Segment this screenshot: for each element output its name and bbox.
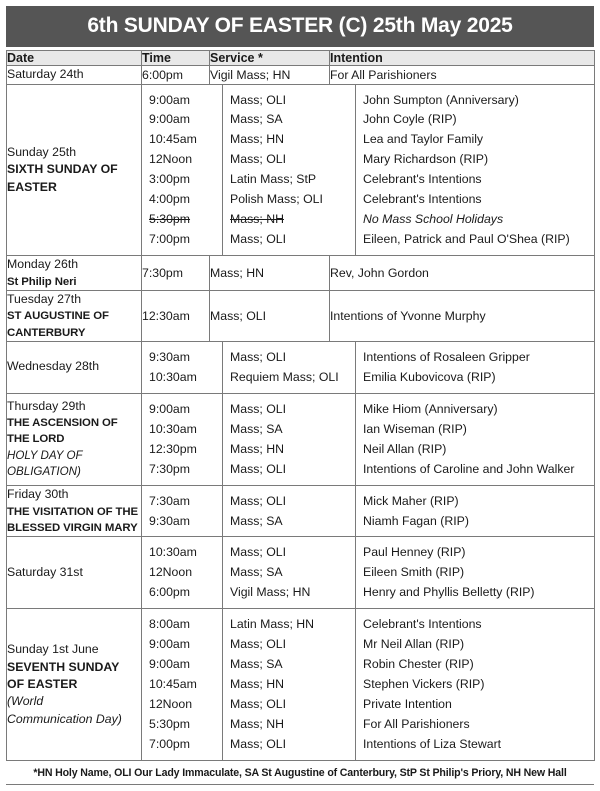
service-row <box>142 190 594 210</box>
service-intention: Celebrant's Intentions <box>363 617 482 632</box>
service-name: Vigil Mass; HN <box>210 66 330 84</box>
date-line: SIXTH SUNDAY OF <box>7 162 118 177</box>
service-name: Mass; OLI <box>223 85 356 110</box>
service-row <box>142 583 594 608</box>
date-line: Saturday 31st <box>7 565 83 580</box>
service-time: 10:30am <box>149 545 197 560</box>
service-name: Mass; SA <box>223 419 356 439</box>
service-intention: Intentions of Rosaleen Gripper <box>363 349 530 364</box>
service-intention: Neil Allan (RIP) <box>363 441 447 456</box>
service-name: Mass; OLI <box>223 486 356 511</box>
date-cell-sunday-25th <box>7 84 142 256</box>
service-name: Mass; OLI <box>223 230 356 255</box>
date-line: HOLY DAY OF <box>7 448 83 462</box>
date-line: Saturday 24th <box>7 67 84 82</box>
service-name: Vigil Mass; HN <box>223 583 356 608</box>
service-intention: Stephen Vickers (RIP) <box>363 677 485 692</box>
service-time: 10:30am <box>149 421 197 436</box>
service-time: 6:00pm <box>149 585 191 600</box>
service-time: 7:00pm <box>149 737 191 752</box>
service-name: Latin Mass; StP <box>223 170 356 190</box>
column-header-date: Date <box>7 51 142 66</box>
service-name: Latin Mass; HN <box>223 609 356 634</box>
date-line: Communication Day) <box>7 711 122 726</box>
service-time: 9:30am <box>149 513 191 528</box>
service-intention: Celebrant's Intentions <box>363 172 482 187</box>
service-name: Mass; HN <box>223 130 356 150</box>
table-header <box>7 51 595 66</box>
service-row <box>142 675 594 695</box>
service-name: Mass; OLI <box>223 537 356 562</box>
date-line: Sunday 25th <box>7 144 77 159</box>
service-row <box>142 609 594 634</box>
service-intention: Niamh Fagan (RIP) <box>363 513 469 528</box>
service-name: Mass; OLI <box>223 342 356 367</box>
service-name: Mass; NH <box>223 715 356 735</box>
service-row <box>142 170 594 190</box>
date-line: Sunday 1st June <box>7 642 99 657</box>
service-time: 12Noon <box>149 152 193 167</box>
date-line: EASTER <box>7 179 57 194</box>
service-time: 9:00am <box>149 401 191 416</box>
table-row <box>7 393 595 485</box>
service-name: Mass; OLI <box>223 394 356 419</box>
service-intention: No Mass School Holidays <box>363 212 504 227</box>
service-intention: Lea and Taylor Family <box>363 132 484 147</box>
date-line: Wednesday 28th <box>7 359 100 374</box>
abbreviations-footnote: *HN Holy Name, OLI Our Lady Immaculate, SA St Augustine of Canterbury, StP St Philip's Priory, NH New Hall <box>33 767 567 780</box>
service-name: Requiem Mass; OLI <box>223 367 356 392</box>
service-row <box>142 511 594 536</box>
column-header-time: Time <box>142 51 210 66</box>
date-line: THE ASCENSION OF <box>7 417 118 430</box>
service-name: Mass; OLI <box>223 635 356 655</box>
service-time: 6:00pm <box>142 66 210 84</box>
service-name: Mass; HN <box>223 439 356 459</box>
service-row <box>142 130 594 150</box>
service-list-friday-30th <box>142 485 595 537</box>
table-row <box>7 66 595 84</box>
service-time: 7:30am <box>149 493 191 508</box>
service-list-saturday-31st <box>142 537 595 609</box>
service-row <box>142 230 594 255</box>
service-time: 7:30pm <box>149 461 191 476</box>
service-list-wednesday-28th <box>142 341 595 393</box>
service-list-thursday-29th <box>142 393 595 485</box>
service-name: Polish Mass; OLI <box>223 190 356 210</box>
service-row <box>142 635 594 655</box>
date-cell-wednesday-28th <box>7 341 142 393</box>
service-intention: Intentions of Yvonne Murphy <box>330 290 595 341</box>
table-header-row <box>7 51 595 66</box>
date-cell-saturday-24th <box>7 66 142 84</box>
service-intention: Henry and Phyllis Belletty (RIP) <box>363 585 535 600</box>
service-intention: John Coyle (RIP) <box>363 112 457 127</box>
service-intention: Mike Hiom (Anniversary) <box>363 401 498 416</box>
service-time: 9:00am <box>149 112 191 127</box>
service-name: Mass; NH <box>223 210 356 230</box>
service-time: 4:00pm <box>149 192 191 207</box>
service-intention: Paul Henney (RIP) <box>363 545 466 560</box>
date-line: SEVENTH SUNDAY <box>7 659 120 674</box>
date-cell-friday-30th <box>7 485 142 537</box>
date-line: ST AUGUSTINE OF <box>7 310 109 323</box>
service-intention: Intentions of Caroline and John Walker <box>363 461 575 476</box>
table-body <box>7 66 595 761</box>
date-line: Tuesday 27th <box>7 291 82 306</box>
service-row <box>142 342 594 367</box>
service-time: 10:45am <box>149 132 197 147</box>
service-name: Mass; OLI <box>223 735 356 760</box>
date-cell-saturday-31st <box>7 537 142 609</box>
date-line: OF EASTER <box>7 677 78 692</box>
service-intention: Mr Neil Allan (RIP) <box>363 637 465 652</box>
service-name: Mass; SA <box>223 511 356 536</box>
date-line: THE VISITATION OF THE <box>7 505 138 518</box>
service-time: 5:30pm <box>149 717 191 732</box>
service-row <box>142 367 594 392</box>
date-cell-sunday-1st-june <box>7 609 142 761</box>
date-line: Friday 30th <box>7 487 69 502</box>
service-intention: Mary Richardson (RIP) <box>363 152 489 167</box>
service-intention: For All Parishioners <box>363 717 470 732</box>
service-time: 9:00am <box>149 637 191 652</box>
service-intention: Emilia Kubovicova (RIP) <box>363 369 496 384</box>
service-row <box>142 210 594 230</box>
service-time: 10:45am <box>149 677 197 692</box>
service-row <box>142 394 594 419</box>
date-cell-monday-26th <box>7 256 142 291</box>
service-intention: Rev, John Gordon <box>330 256 595 291</box>
service-time: 3:00pm <box>149 172 191 187</box>
service-name: Mass; OLI <box>210 290 330 341</box>
service-row <box>142 85 594 110</box>
service-name: Mass; SA <box>223 563 356 583</box>
service-name: Mass; OLI <box>223 150 356 170</box>
service-row <box>142 735 594 760</box>
service-time: 9:30am <box>149 349 191 364</box>
table-row <box>7 84 595 256</box>
service-row <box>142 655 594 675</box>
service-name: Mass; HN <box>223 675 356 695</box>
service-intention: Ian Wiseman (RIP) <box>363 421 467 436</box>
mass-schedule-table <box>6 50 595 761</box>
date-line: THE LORD <box>7 433 65 446</box>
service-name: Mass; OLI <box>223 459 356 484</box>
service-time: 12:30pm <box>149 441 197 456</box>
service-intention: Eileen Smith (RIP) <box>363 565 465 580</box>
date-cell-thursday-29th <box>7 393 142 485</box>
date-line: Thursday 29th <box>7 398 86 413</box>
service-name: Mass; SA <box>223 110 356 130</box>
service-intention: Intentions of Liza Stewart <box>363 737 502 752</box>
service-intention: Robin Chester (RIP) <box>363 657 474 672</box>
page-title: 6th SUNDAY OF EASTER (C) 25th May 2025 <box>6 6 594 47</box>
service-time: 12:30am <box>142 290 210 341</box>
service-name: Mass; SA <box>223 655 356 675</box>
table-row <box>7 537 595 609</box>
service-intention: Mick Maher (RIP) <box>363 493 459 508</box>
service-time: 7:30pm <box>142 256 210 291</box>
date-line: Monday 26th <box>7 257 79 272</box>
service-intention: Eileen, Patrick and Paul O'Shea (RIP) <box>363 232 570 247</box>
table-row <box>7 609 595 761</box>
service-row <box>142 537 594 562</box>
date-line: CANTERBURY <box>7 326 86 339</box>
date-cell-tuesday-27th <box>7 290 142 341</box>
service-row <box>142 419 594 439</box>
service-intention: John Sumpton (Anniversary) <box>363 92 519 107</box>
date-line: (World <box>7 694 44 709</box>
service-list-sunday-25th <box>142 84 595 256</box>
service-time: 9:00am <box>149 92 191 107</box>
service-name: Mass; HN <box>210 256 330 291</box>
service-intention: Celebrant's Intentions <box>363 192 482 207</box>
service-time: 7:00pm <box>149 232 191 247</box>
column-header-intention: Intention <box>330 51 595 66</box>
service-row <box>142 695 594 715</box>
service-row <box>142 439 594 459</box>
bottom-divider <box>6 784 594 791</box>
date-line: OBLIGATION) <box>7 465 81 478</box>
table-row <box>7 290 595 341</box>
service-time: 10:30am <box>149 369 197 384</box>
service-row <box>142 563 594 583</box>
service-time: 9:00am <box>149 657 191 672</box>
table-row <box>7 341 595 393</box>
service-row <box>142 715 594 735</box>
service-list-sunday-1st-june <box>142 609 595 761</box>
service-intention: For All Parishioners <box>330 66 595 84</box>
service-time: 5:30pm <box>149 212 191 227</box>
date-line: St Philip Neri <box>7 275 77 288</box>
service-row <box>142 110 594 130</box>
column-header-service: Service * <box>210 51 330 66</box>
service-intention: Private Intention <box>363 697 452 712</box>
table-row <box>7 485 595 537</box>
table-row <box>7 256 595 291</box>
date-line: BLESSED VIRGIN MARY <box>7 521 138 534</box>
service-name: Mass; OLI <box>223 695 356 715</box>
service-time: 12Noon <box>149 697 193 712</box>
service-row <box>142 486 594 511</box>
service-row <box>142 150 594 170</box>
service-time: 8:00am <box>149 617 191 632</box>
service-row <box>142 459 594 484</box>
service-time: 12Noon <box>149 565 193 580</box>
